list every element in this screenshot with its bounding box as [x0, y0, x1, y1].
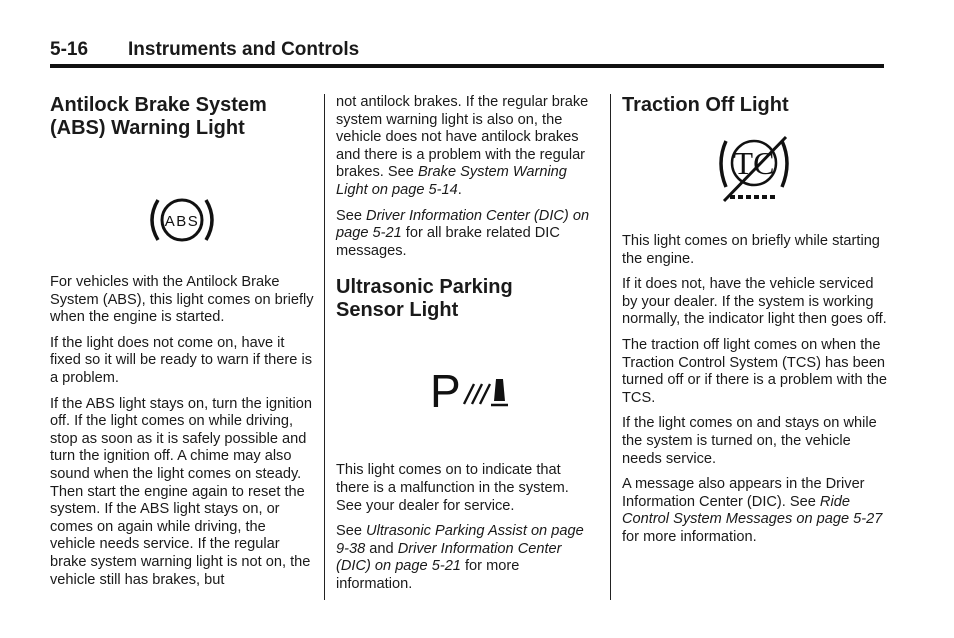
parking-icon-label: P — [430, 365, 461, 415]
abs-warning-icon — [146, 194, 314, 274]
brake-warning-ref: Brake System Warning Light on page 5-14 — [336, 164, 567, 198]
page-number: 5-16 — [50, 39, 89, 60]
abs-icon-label: ABS — [164, 213, 200, 230]
dic-ref: Driver Information Center (DIC) on page 5-21 — [336, 207, 590, 242]
brake-paragraph: not antilock brakes. If the regular brake system warning light is also on, the vehicle does not have antilock brakes and there is a problem with the regular brakes. See Brake System Warning Light on page 5-14. — [336, 94, 589, 198]
abs-paragraph-1: For vehicles with the Antilock Brake System (ABS), this light comes on briefly when the engine is started. — [50, 274, 314, 326]
column-traction — [622, 94, 887, 555]
traction-icon-label: TC — [733, 145, 775, 181]
traction-paragraph-2: If it does not, have the vehicle serviced by your dealer. If the system is working normally, the indicator light then goes off. — [622, 276, 887, 328]
column-divider-1 — [324, 94, 325, 600]
traction-paragraph-3: The traction off light comes on when the Traction Control System (TCS) has been turned off or if there is a problem with the TCS. — [622, 336, 887, 406]
parking-paragraph-2: See Ultrasonic Parking Assist on page 9-38 and Driver Information Center (DIC) on page 5-21 for more information. — [336, 523, 584, 592]
section-title: Instruments and Controls — [128, 39, 360, 60]
page-header — [50, 38, 884, 68]
parking-heading: Ultrasonic Parking Sensor Light — [336, 276, 513, 322]
abs-heading: Antilock Brake System (ABS) Warning Light — [50, 94, 267, 139]
column-parking — [336, 94, 598, 602]
traction-paragraph-5: A message also appears in the Driver Information Center (DIC). See Ride Control System Messages on page 5-27 for more information. — [622, 476, 883, 545]
traction-paragraph-1: This light comes on briefly while starting the engine. — [622, 233, 880, 267]
traction-heading: Traction Off Light — [622, 94, 789, 116]
parking-sensor-icon — [430, 362, 598, 462]
column-divider-2 — [610, 94, 611, 600]
abs-paragraph-2: If the light does not come on, have it fixed so it will be ready to warn if there is a problem. — [50, 334, 312, 386]
parking-assist-ref: Ultrasonic Parking Assist on page 9-38 — [336, 523, 584, 557]
column-abs — [50, 94, 314, 597]
dic-ref-2: Driver Information Center (DIC) on page 5-21 — [336, 540, 562, 575]
traction-off-icon — [716, 135, 887, 233]
parking-paragraph-1: This light comes on to indicate that there is a malfunction in the system. See your dealer for service. — [336, 462, 569, 514]
ride-control-ref: Ride Control System Messages on page 5-27 — [622, 493, 883, 528]
traction-paragraph-4: If the light comes on and stays on while the system is turned on, the vehicle needs service. — [622, 415, 877, 467]
dic-ref-paragraph: See Driver Information Center (DIC) on page 5-21 for all brake related DIC messages. — [336, 207, 590, 259]
abs-paragraph-3: If the ABS light stays on, turn the ignition off. If the light comes on while driving, stop as soon as it is safely possible and turn the ignition off. A chime may also sound when the light comes on steady. Then start the engine again to reset the system. If the ABS light stays on, or comes on again while driving, the vehicle needs service. If the regular brake system warning light is not on, the vehicle still has brakes, but — [50, 395, 313, 588]
